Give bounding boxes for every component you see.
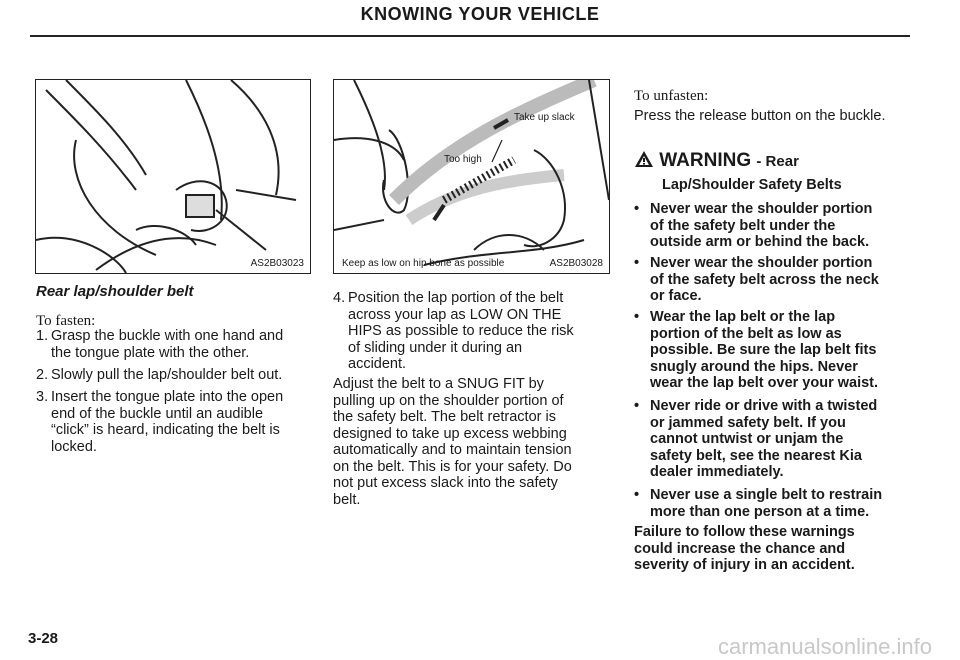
- step-line: end of the buckle until an audible: [51, 405, 264, 422]
- step-line: Position the lap portion of the belt: [348, 290, 564, 306]
- adjust-paragraph: [333, 376, 613, 508]
- step-line: Grasp the buckle with one hand and: [51, 328, 284, 344]
- bullet-line: outside arm or behind the back.: [650, 234, 870, 250]
- warning-closing: [634, 524, 934, 574]
- bullet-dot: •: [634, 398, 640, 414]
- label-take-up-slack: Take up slack: [514, 112, 575, 123]
- para-line: automatically and to maintain tension: [333, 442, 572, 458]
- bullet-line: Never use a single belt to restrain: [650, 487, 883, 503]
- step-number: 1.: [36, 328, 49, 344]
- step-line: accident.: [348, 356, 407, 372]
- bullet-dot: •: [634, 255, 640, 271]
- bullet-line: safety belt, see the nearest Kia: [650, 447, 862, 464]
- step-number: 4.: [333, 290, 346, 306]
- bullet-dot: •: [634, 201, 640, 217]
- figure-caption: Keep as low on hip bone as possible: [342, 258, 505, 269]
- step-number: 3.: [36, 389, 49, 405]
- label-too-high: Too high: [444, 154, 482, 165]
- closing-line: could increase the chance and: [634, 540, 846, 557]
- para-line: pulling up on the shoulder portion of: [333, 392, 564, 409]
- step-line: the tongue plate with the other.: [51, 344, 250, 361]
- warning-subtitle: Lap/Shoulder Safety Belts: [662, 177, 842, 193]
- bullet-line: possible. Be sure the lap belt fits: [650, 342, 877, 358]
- bullet-dot: •: [634, 309, 640, 325]
- closing-line: Failure to follow these warnings: [634, 524, 855, 540]
- para-line: designed to take up excess webbing: [333, 425, 567, 442]
- figure-lap-belt-position: [333, 79, 610, 274]
- step-line: of sliding under it during an: [348, 339, 523, 356]
- step-number: 2.: [36, 367, 49, 383]
- unfasten-text: Press the release button on the buckle.: [634, 108, 886, 124]
- header-rule: [30, 35, 910, 37]
- page-number: 3-28: [28, 630, 59, 647]
- para-line: not put excess slack into the safety: [333, 475, 558, 491]
- bullet-line: Never wear the shoulder portion: [650, 201, 873, 217]
- bullet-line: more than one person at a time.: [650, 503, 870, 520]
- page-header: KNOWING YOUR VEHICLE: [360, 4, 600, 24]
- bullet-line: of the safety belt under the: [650, 217, 836, 234]
- para-line: Adjust the belt to a SNUG FIT by: [333, 376, 544, 392]
- bullet-line: snugly around the hips. Never: [650, 358, 858, 375]
- warning-icon: [634, 150, 654, 168]
- section-heading: Rear lap/shoulder belt: [36, 283, 194, 300]
- figure-code: AS2B03028: [549, 258, 603, 269]
- bullet-line: of the safety belt across the neck: [650, 271, 879, 288]
- unfasten-label: To unfasten:: [634, 88, 709, 104]
- bullet-line: dealer immediately.: [650, 464, 784, 480]
- para-line: the safety belt. The belt retractor is: [333, 409, 556, 425]
- illustration-lap-belt: [334, 80, 609, 273]
- step-line: Insert the tongue plate into the open: [51, 389, 284, 405]
- closing-line: severity of injury in an accident.: [634, 557, 855, 573]
- figure-rear-belt-buckle: [35, 79, 311, 274]
- bullet-line: or jammed safety belt. If you: [650, 414, 846, 431]
- bullet-line: portion of the belt as low as: [650, 325, 842, 342]
- para-line: belt.: [333, 491, 361, 508]
- bullet-line: or face.: [650, 288, 702, 304]
- bullet-line: cannot untwist or unjam the: [650, 431, 844, 447]
- step-line: locked.: [51, 438, 97, 455]
- bullet-line: Never wear the shoulder portion: [650, 255, 873, 271]
- step-line: across your lap as LOW ON THE: [348, 306, 562, 323]
- fasten-label: To fasten:: [36, 313, 96, 329]
- figure-code: AS2B03023: [250, 258, 304, 269]
- step-line: HIPS as possible to reduce the risk: [348, 323, 574, 339]
- warning-label: WARNING: [659, 150, 752, 171]
- step-line: “click” is heard, indicating the belt is: [51, 422, 280, 438]
- step-line: Slowly pull the lap/shoulder belt out.: [51, 367, 283, 383]
- bullet-line: wear the lap belt over your waist.: [650, 375, 879, 391]
- para-line: on the belt. This is for your safety. Do: [333, 458, 572, 475]
- illustration-buckling: [36, 80, 310, 273]
- warning-title: [634, 150, 799, 172]
- warning-suffix: - Rear: [756, 153, 799, 170]
- bullet-dot: •: [634, 487, 640, 503]
- footer-watermark: carmanualsonline.info: [717, 634, 932, 659]
- bullet-line: Wear the lap belt or the lap: [650, 309, 836, 325]
- bullet-line: Never ride or drive with a twisted: [650, 398, 878, 414]
